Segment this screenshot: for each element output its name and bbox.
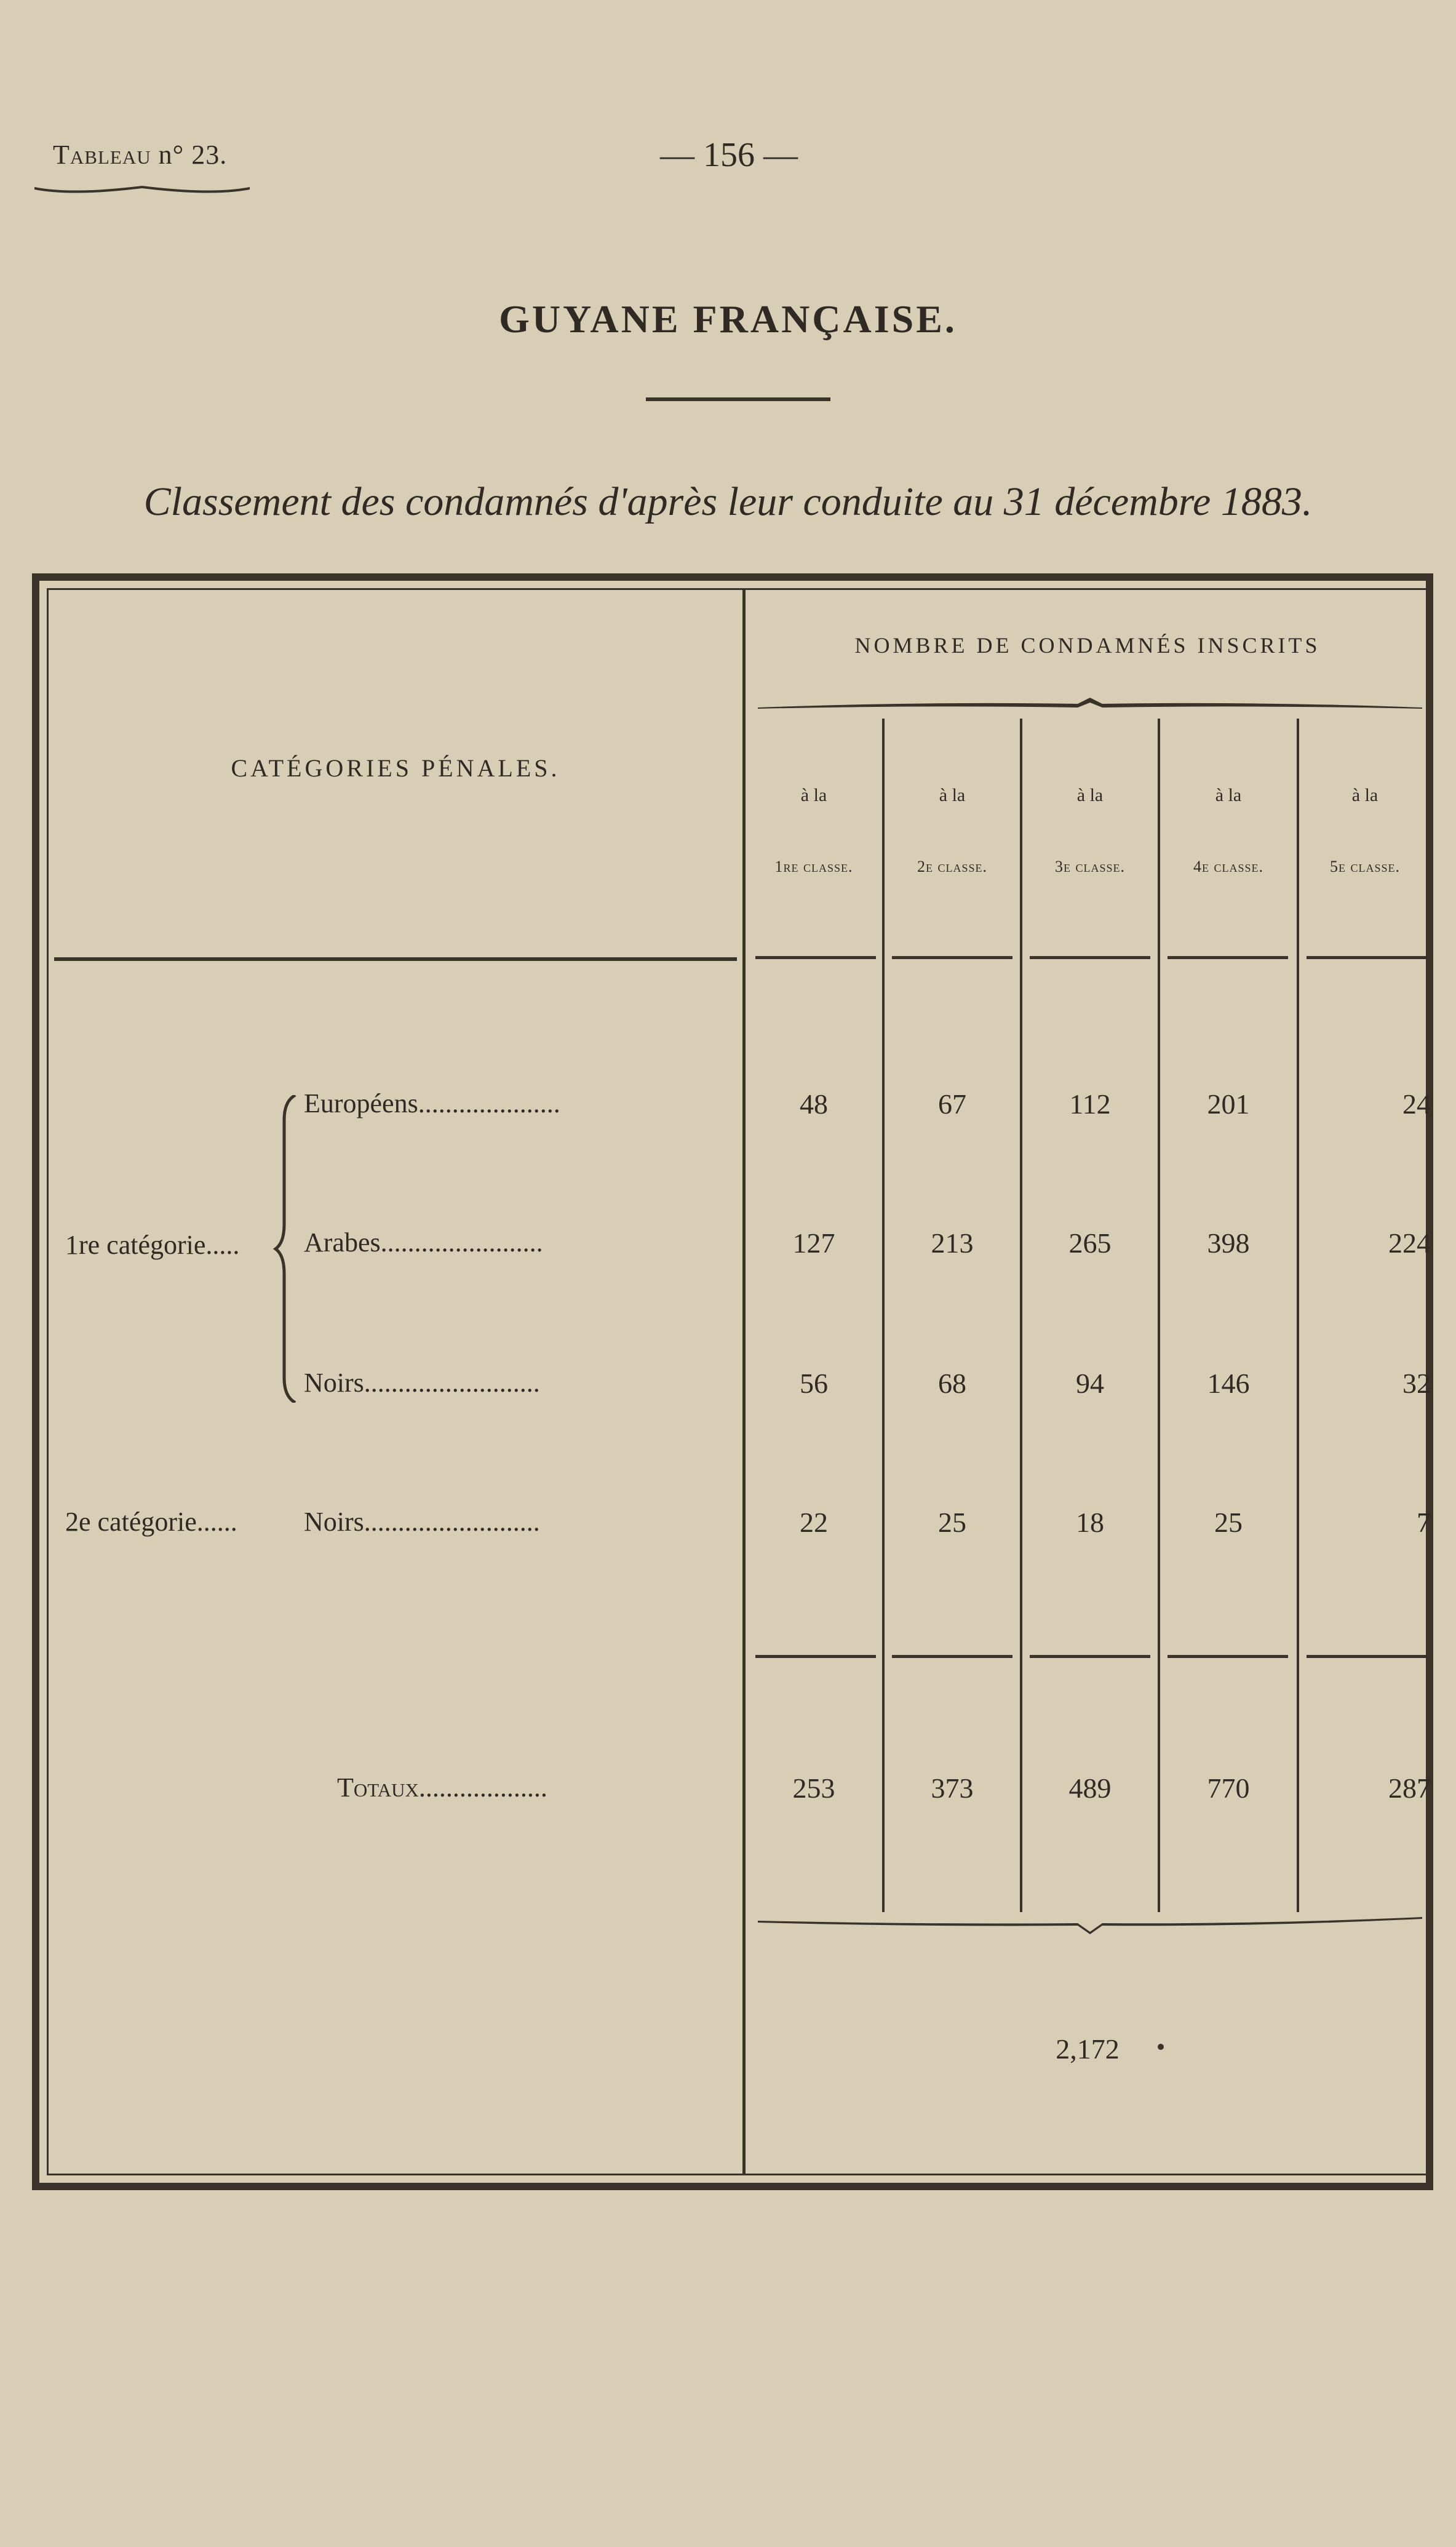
- column-4-classe: 4e classe.: [1193, 858, 1263, 875]
- total-classe-2: 373: [931, 1772, 974, 1804]
- totals-rule-col-5: [1307, 1655, 1426, 1658]
- column-5-classe: 5e classe.: [1329, 858, 1400, 875]
- header-rule-col-5: [1307, 956, 1426, 959]
- grand-total-mark: [1158, 2044, 1164, 2050]
- column-2-a-la: à la: [939, 785, 966, 805]
- category-2-label: 2e catégorie......: [65, 1507, 237, 1537]
- column-divider-1: [882, 719, 885, 1912]
- category-1-label: 1re catégorie.....: [65, 1230, 240, 1260]
- total-classe-3: 489: [1068, 1772, 1112, 1804]
- cell-noirs-cat2-classe-5: 7: [1417, 1507, 1431, 1538]
- totals-rule-col-1: [755, 1655, 876, 1658]
- column-3-a-la: à la: [1076, 785, 1104, 805]
- header-brace: [758, 695, 1422, 714]
- total-classe-5: 287: [1388, 1772, 1431, 1804]
- header-rule-col-4: [1168, 956, 1288, 959]
- cell-noirs-cat2-classe-2: 25: [938, 1507, 966, 1538]
- totals-rule-col-3: [1030, 1655, 1150, 1658]
- cell-noirs-cat2-classe-3: 18: [1076, 1507, 1104, 1538]
- cell-noirs-cat1-classe-1: 56: [800, 1368, 828, 1399]
- column-1-classe: 1re classe.: [774, 858, 853, 875]
- grand-total-brace: [758, 1915, 1422, 1939]
- cell-noirs-cat1-classe-5: 32: [1402, 1368, 1431, 1399]
- page-subtitle: Classement des condamnés d'après leur conduite au 31 décembre 1883.: [143, 479, 1313, 524]
- header-rule-col-3: [1030, 956, 1150, 959]
- tableau-prefix: Tableau: [53, 140, 151, 170]
- cell-europeens-classe-3: 112: [1069, 1088, 1111, 1120]
- row-label-noirs-cat2: Noirs..........................: [304, 1507, 540, 1537]
- page-title: GUYANE FRANÇAISE.: [499, 297, 957, 341]
- cell-europeens-classe-5: 24: [1402, 1088, 1431, 1120]
- header-nombre: NOMBRE DE CONDAMNÉS INSCRITS: [854, 633, 1321, 658]
- row-label-europeens: Européens.....................: [304, 1088, 560, 1118]
- category-1-brace: [271, 1095, 301, 1403]
- totals-rule-col-4: [1168, 1655, 1288, 1658]
- total-classe-4: 770: [1207, 1772, 1250, 1804]
- tableau-ornament-rule: [34, 180, 250, 198]
- cell-noirs-cat2-classe-4: 25: [1214, 1507, 1243, 1538]
- column-5-a-la: à la: [1351, 785, 1378, 805]
- total-classe-1: 253: [792, 1772, 835, 1804]
- cell-noirs-cat1-classe-4: 146: [1207, 1368, 1250, 1399]
- tableau-number: [53, 139, 227, 170]
- cell-arabes-classe-1: 127: [792, 1227, 835, 1259]
- cell-noirs-cat2-classe-1: 22: [800, 1507, 828, 1538]
- header-categories: CATÉGORIES PÉNALES.: [231, 754, 560, 782]
- cell-arabes-classe-2: 213: [931, 1227, 974, 1259]
- column-4-a-la: à la: [1215, 785, 1242, 805]
- header-rule-col-1: [755, 956, 876, 959]
- cell-arabes-classe-4: 398: [1207, 1227, 1250, 1259]
- row-label-noirs-cat1: Noirs..........................: [304, 1368, 540, 1398]
- cell-noirs-cat1-classe-2: 68: [938, 1368, 966, 1399]
- cell-europeens-classe-4: 201: [1207, 1088, 1250, 1120]
- row-label-arabes: Arabes........................: [304, 1227, 543, 1258]
- grand-total: 2,172: [1056, 2033, 1120, 2065]
- column-3-classe: 3e classe.: [1054, 858, 1125, 875]
- totals-label: Totaux...................: [337, 1772, 547, 1803]
- column-divider-2: [1020, 719, 1022, 1912]
- cell-europeens-classe-1: 48: [800, 1088, 828, 1120]
- page-number: — 156 —: [660, 136, 798, 174]
- title-rule: [646, 397, 830, 401]
- tableau-num: n° 23.: [158, 140, 228, 170]
- header-rule-categories: [54, 957, 737, 961]
- header-rule-col-2: [892, 956, 1012, 959]
- column-2-classe: 2e classe.: [917, 858, 987, 875]
- cell-noirs-cat1-classe-3: 94: [1076, 1368, 1104, 1399]
- cell-europeens-classe-2: 67: [938, 1088, 966, 1120]
- column-divider-4: [1297, 719, 1299, 1912]
- totals-rule-col-2: [892, 1655, 1012, 1658]
- column-divider-3: [1158, 719, 1160, 1912]
- cell-arabes-classe-5: 224: [1388, 1227, 1431, 1259]
- column-1-a-la: à la: [800, 785, 827, 805]
- cell-arabes-classe-3: 265: [1068, 1227, 1112, 1259]
